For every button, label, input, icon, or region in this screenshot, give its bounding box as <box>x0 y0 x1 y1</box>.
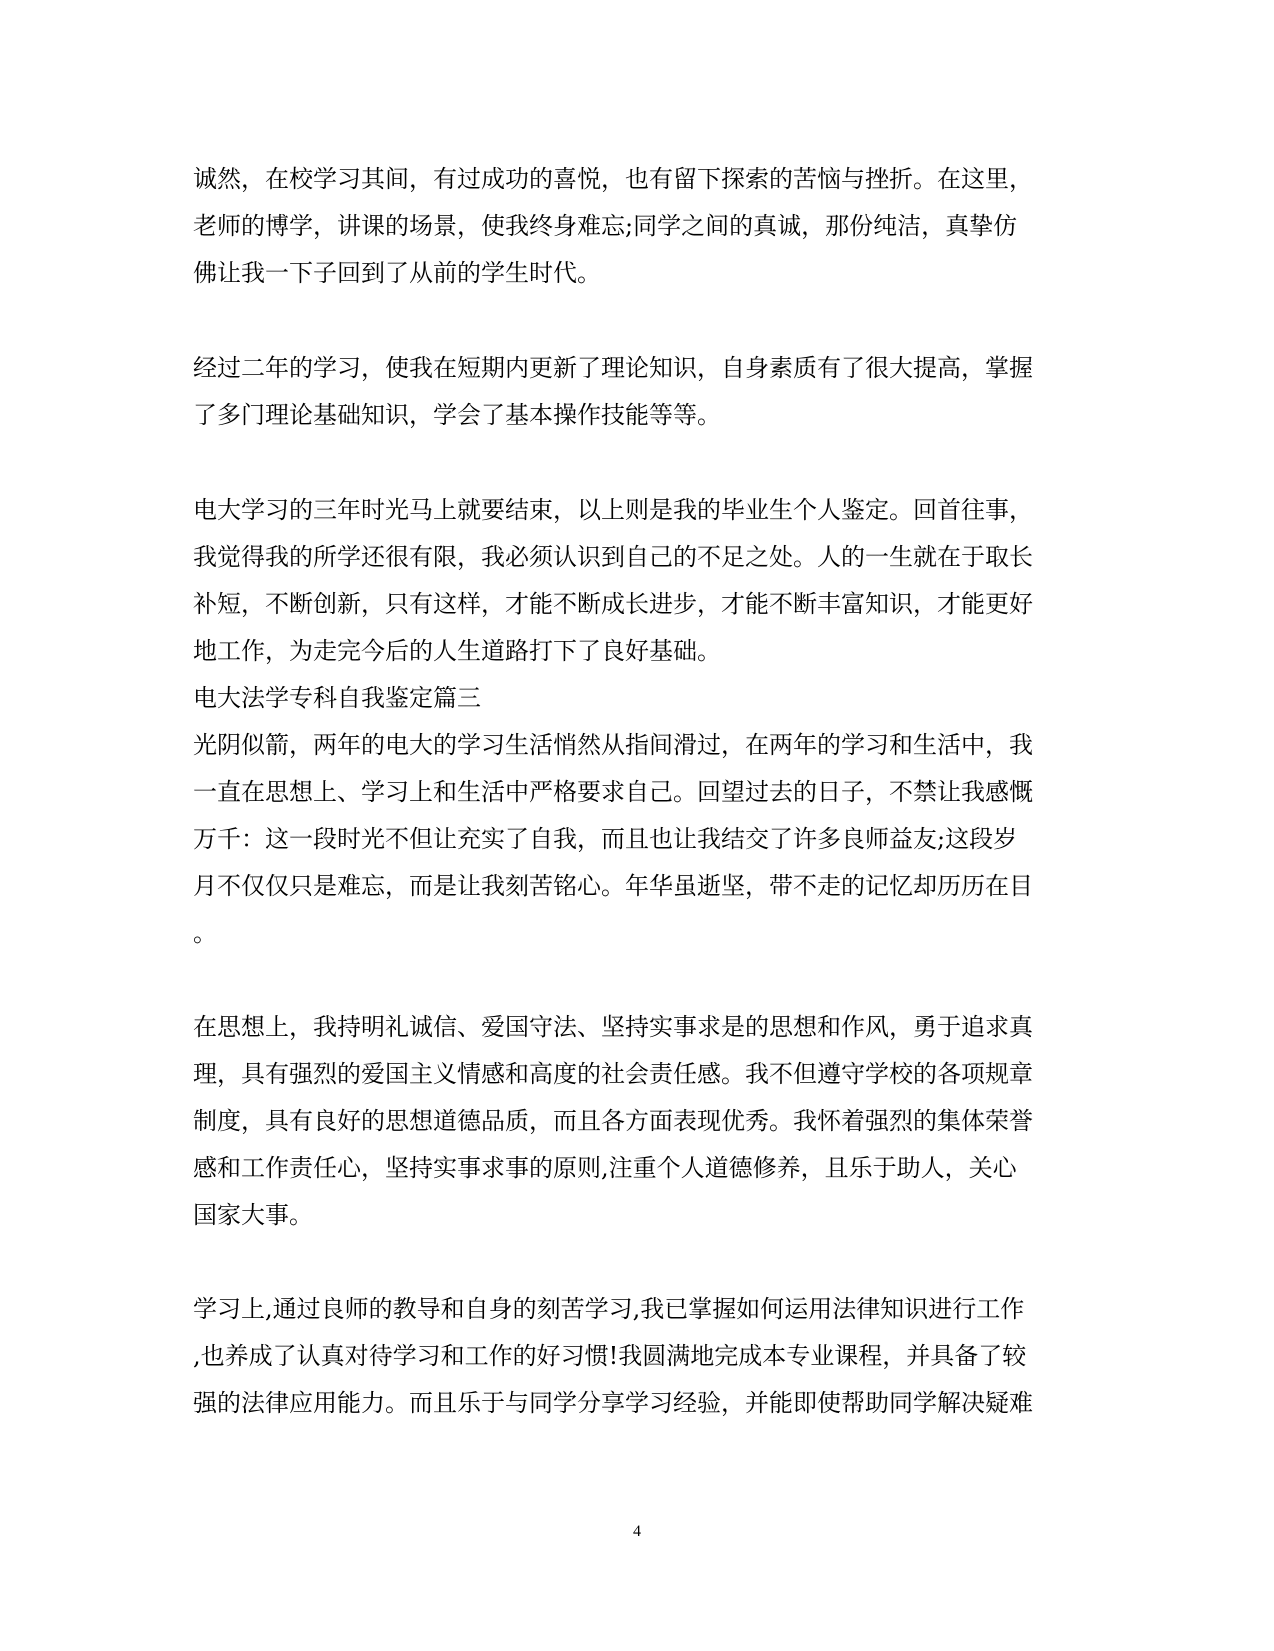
text-line: 佛让我一下子回到了从前的学生时代。 <box>193 259 601 287</box>
text-line: ,也养成了认真对待学习和工作的好习惯!我圆满地完成本专业课程，并具备了较 <box>193 1342 1027 1370</box>
text-line: 电大学习的三年时光马上就要结束，以上则是我的毕业生个人鉴定。回首往事， <box>193 496 1033 524</box>
text-line: 补短，不断创新，只有这样，才能不断成长进步，才能不断丰富知识，才能更好 <box>193 590 1033 618</box>
page-number: 4 <box>633 1523 641 1540</box>
text-line: 光阴似箭，两年的电大的学习生活悄然从指间滑过，在两年的学习和生活中，我 <box>193 731 1033 759</box>
text-line: 月不仅仅只是难忘，而是让我刻苦铭心。年华虽逝坚，带不走的记忆却历历在目 <box>193 872 1033 900</box>
text-line: 地工作，为走完今后的人生道路打下了良好基础。 <box>193 637 721 665</box>
text-line: 诚然，在校学习其间，有过成功的喜悦，也有留下探索的苦恼与挫折。在这里， <box>193 165 1033 193</box>
text-line: 万千：这一段时光不但让充实了自我，而且也让我结交了许多良师益友;这段岁 <box>193 825 1018 853</box>
text-line: 经过二年的学习，使我在短期内更新了理论知识，自身素质有了很大提高，掌握 <box>193 354 1033 382</box>
text-line: 了多门理论基础知识，学会了基本操作技能等等。 <box>193 401 721 429</box>
text-line: 强的法律应用能力。而且乐于与同学分享学习经验，并能即使帮助同学解决疑难 <box>193 1389 1033 1417</box>
text-line: 一直在思想上、学习上和生活中严格要求自己。回望过去的日子，不禁让我感慨 <box>193 778 1033 806</box>
text-line: 老师的博学，讲课的场景，使我终身难忘;同学之间的真诚，那份纯洁，真挚仿 <box>193 212 1018 240</box>
text-line: 。 <box>193 919 217 947</box>
text-line: 我觉得我的所学还很有限，我必须认识到自己的不足之处。人的一生就在于取长 <box>193 543 1033 571</box>
section-heading: 电大法学专科自我鉴定篇三 <box>193 684 481 712</box>
text-line: 学习上,通过良师的教导和自身的刻苦学习,我已掌握如何运用法律知识进行工作 <box>193 1295 1025 1323</box>
text-line: 制度，具有良好的思想道德品质，而且各方面表现优秀。我怀着强烈的集体荣誉 <box>193 1107 1033 1135</box>
text-line: 感和工作责任心，坚持实事求事的原则,注重个人道德修养，且乐于助人，关心 <box>193 1154 1017 1182</box>
text-line: 在思想上，我持明礼诚信、爱国守法、坚持实事求是的思想和作风，勇于追求真 <box>193 1013 1033 1041</box>
text-line: 国家大事。 <box>193 1201 313 1229</box>
text-line: 理，具有强烈的爱国主义情感和高度的社会责任感。我不但遵守学校的各项规章 <box>193 1060 1033 1088</box>
